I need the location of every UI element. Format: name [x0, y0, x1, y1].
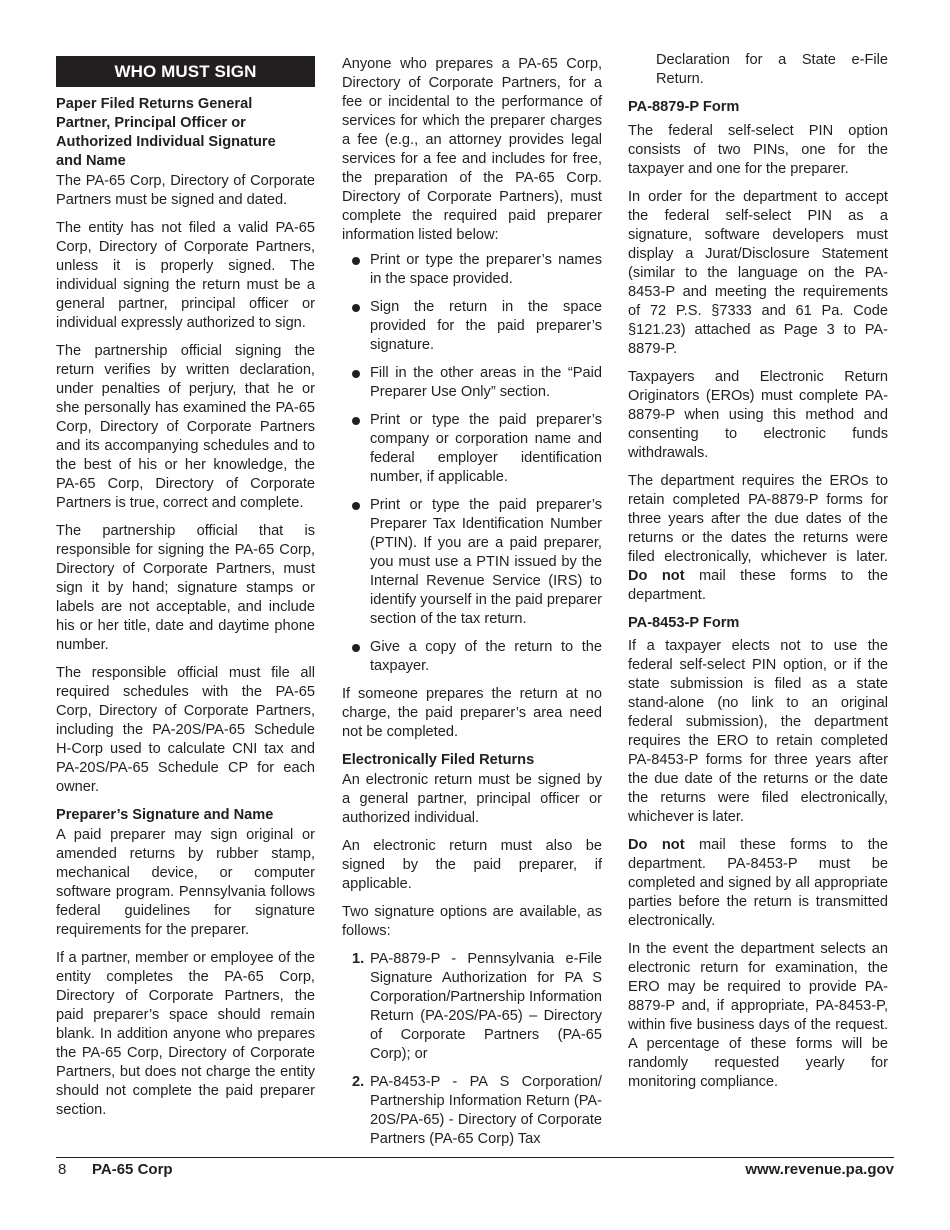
pa-8453-p-form-heading: PA-8453-P Form	[628, 615, 740, 631]
electronically-filed-returns-heading: Electronically Filed Returns	[342, 752, 535, 768]
paragraph: Anyone who prepares a PA-65 Corp, Directory of Corporate Partners, for a fee or incidental to the performance of services for which the preparer charges a fee (e.g., an attorney provides legal services for a fee and includes for free, the preparation of the PA-65 Corp. Directory of Corporate Partners), must complete the required paid preparer information listed below:	[342, 56, 602, 243]
preparer-requirements-list	[342, 251, 602, 676]
form-name: PA-65 Corp	[92, 1161, 173, 1178]
list-item: Fill in the other areas in the “Paid Preparer Use Only” section.	[342, 364, 602, 402]
list-item	[342, 950, 602, 1064]
footer-divider	[56, 1157, 894, 1158]
list-number: 2.	[352, 1074, 365, 1090]
paragraph: Two signature options are available, as follows:	[342, 904, 602, 939]
paragraph: The federal self-select PIN option consists of two PINs, one for the taxpayer and one for the preparer.	[628, 123, 888, 177]
paragraph: In the event the department selects an electronic return for examination, the ERO may be required to provide PA-8879-P and, if appropriate, PA-8453-P, within five business days of the request. A percentage of these forms will be randomly requested yearly for monitoring compliance.	[628, 941, 888, 1090]
paragraph: An electronic return must also be signed by the paid preparer, if applicable.	[342, 838, 602, 892]
who-must-sign-banner: WHO MUST SIGN	[56, 56, 315, 87]
column-right	[628, 51, 888, 1101]
list-item	[342, 1073, 602, 1149]
paragraph-text: mail these forms to the department. PA-8453-P must be completed and signed by all appropriate parties before the return is transmitted electronically.	[628, 837, 888, 929]
list-item: Sign the return in the space provided for the paid preparer’s signature.	[342, 298, 602, 355]
column-left	[56, 56, 315, 1129]
paragraph-text: The department requires the EROs to retain completed PA-8879-P forms for three years after the due dates of the returns or the dates the returns were filed electronically, whichever is later.	[628, 473, 888, 565]
paragraph: An electronic return must be signed by a general partner, principal officer or authorized individual.	[342, 772, 602, 826]
paragraph: The partnership official that is responsible for signing the PA-65 Corp, Directory of Corporate Partners, must sign it by hand; signature stamps or labels are not acceptable, and include his or her title, date and daytime phone number.	[56, 523, 315, 653]
paragraph	[628, 836, 888, 931]
pa-8879-p-form-heading: PA-8879-P Form	[628, 99, 740, 115]
emphasis-text: Do not	[628, 568, 685, 584]
emphasis-text: Do not	[628, 837, 685, 853]
paragraph: If a partner, member or employee of the entity completes the PA-65 Corp, Directory of Corporate Partners, the paid preparer’s space should remain blank. In addition anyone who prepares the PA-65 Corp, Directory of Corporate Partners, but does not charge the entity should not complete the paid preparer section.	[56, 950, 315, 1118]
paper-filed-returns-heading: Paper Filed Returns General Partner, Principal Officer or Authorized Individual Signature and Name	[56, 96, 276, 169]
list-item: Print or type the paid preparer’s company or corporation name and federal employer identification number, if applicable.	[342, 411, 602, 487]
list-item-continuation: Declaration for a State e-File Return.	[656, 52, 888, 87]
page-number: 8	[58, 1161, 67, 1178]
column-middle	[342, 55, 602, 1158]
list-item: Print or type the preparer’s names in the space provided.	[342, 251, 602, 289]
paragraph	[628, 472, 888, 605]
paragraph: A paid preparer may sign original or amended returns by rubber stamp, mechanical device, or computer software program. Pennsylvania follows federal guidelines for signature requirements for the preparer.	[56, 827, 315, 938]
preparers-signature-heading: Preparer’s Signature and Name	[56, 807, 274, 823]
list-item-text: PA-8453-P - PA S Corporation/ Partnership Information Return (PA-20S/PA-65) - Directory of Corporate Partners (PA-65 Corp) Tax	[370, 1074, 602, 1147]
signature-options-list	[342, 950, 602, 1149]
paragraph: The entity has not filed a valid PA-65 Corp, Directory of Corporate Partners, unless it is properly signed. The individual signing the return must be a general partner, principal officer or individual expressly authorized to sign.	[56, 220, 315, 331]
paragraph-text: mail these forms to the department.	[628, 568, 888, 603]
paragraph: If a taxpayer elects not to use the federal self-select PIN option, or if the state submission is filed as a state stand-alone (no link to an original federal submission), the department requires the ERO to retain completed PA-8453-P forms for three years after the due date of the returns or the date the returns were filed electronically, whichever is later.	[628, 638, 888, 825]
list-number: 1.	[352, 951, 365, 967]
paragraph: The responsible official must file all required schedules with the PA-65 Corp, Directory of Corporate Partners, including the PA-20S/PA-65 Schedule H-Corp used to calculate CNI tax and PA-20S/PA-65 Schedule CP for each owner.	[56, 665, 315, 795]
paragraph: If someone prepares the return at no charge, the paid preparer’s area need not be completed.	[342, 686, 602, 740]
list-item-text: PA-8879-P - Pennsylvania e-File Signature Authorization for PA S Corporation/Partnership Information Return (PA-20S/PA-65) – Directory of Corporate Partners (PA-65 Corp); or	[370, 951, 602, 1062]
paragraph: Taxpayers and Electronic Return Originators (EROs) must complete PA-8879-P when using this method and consenting to electronic funds withdrawals.	[628, 369, 888, 461]
paragraph: The PA-65 Corp, Directory of Corporate Partners must be signed and dated.	[56, 173, 315, 208]
paragraph: In order for the department to accept the federal self-select PIN as a signature, software developers must display a Jurat/Disclosure Statement (similar to the language on the PA-8453-P and meeting the requirements of 72 P.S. §7333 and 61 Pa. Code §121.23) attached as Page 3 to PA-8879-P.	[628, 189, 888, 357]
list-item: Give a copy of the return to the taxpayer.	[342, 638, 602, 676]
list-item: Print or type the paid preparer’s Preparer Tax Identification Number (PTIN). If you are a paid preparer, you must use a PTIN issued by the Internal Revenue Service (IRS) to identify yourself in the paid preparer section of the tax return.	[342, 496, 602, 629]
paragraph: The partnership official signing the return verifies by written declaration, under penalties of perjury, that he or she personally has examined the PA-65 Corp, Directory of Corporate Partners and its accompanying schedules and to the best of his or her knowledge, the PA-65 Corp, Directory of Corporate Partners is true, correct and complete.	[56, 343, 315, 511]
website-link[interactable]: www.revenue.pa.gov	[745, 1161, 894, 1178]
